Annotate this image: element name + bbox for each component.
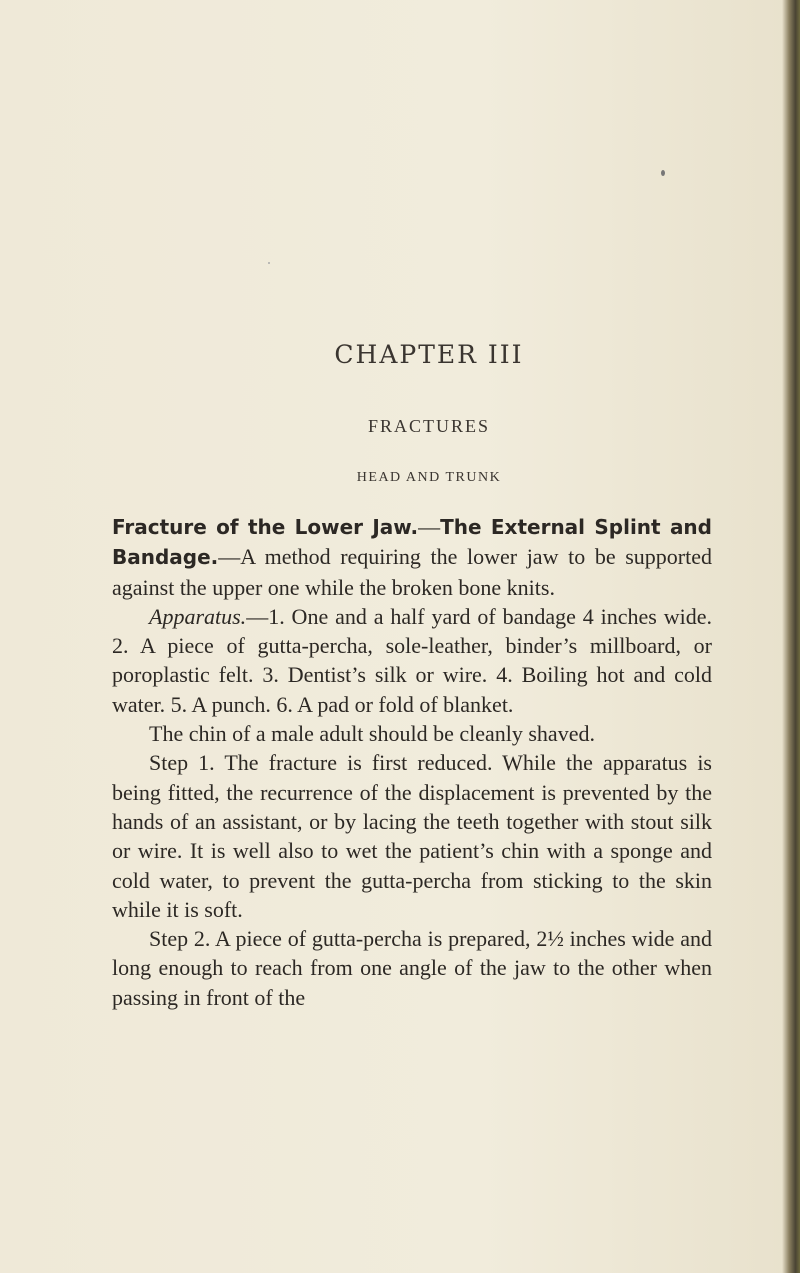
section-title: FRACTURES — [367, 416, 491, 436]
page-speck — [661, 170, 665, 176]
page-edge-shadow — [782, 0, 800, 1273]
page-speck — [268, 262, 270, 264]
paragraph-step-1: Step 1. The fracture is first reduced. While the apparatus is being fitted, the recurrence of the displacement is prevented by the hands of an assistant, or by lacing the teeth together with stout silk or wire. It is well also to wet the patient’s chin with a sponge and cold water, to prevent the gutta-percha from sticking to the skin while it is soft. — [112, 750, 712, 922]
paragraph-shave: The chin of a male adult should be cleanly shaved. — [149, 721, 595, 747]
apparatus-label: Apparatus. — [149, 603, 247, 629]
heading-dash: — — [418, 514, 441, 539]
chapter-title: CHAPTER III — [334, 340, 524, 369]
paragraph-step-2: Step 2. A piece of gutta-percha is prepared, 2½ inches wide and long enough to reach from one angle of the jaw to the other when passing in front of the — [112, 926, 712, 1010]
body-text — [112, 512, 712, 1012]
paragraph-subheading: The External Splint and Bandage. — [112, 515, 712, 570]
subsection-title: HEAD AND TRUNK — [356, 470, 502, 485]
paragraph-text: —A method requiring the lower jaw to be supported against the upper one while the broken bone knits. — [112, 544, 712, 600]
apparatus-text: —1. One and a half yard of bandage 4 inches wide. 2. A piece of gutta-percha, sole-leather, binder’s millboard, or poroplastic felt. 3. Dentist’s silk or wire. 4. Boiling hot and cold water. 5. A punch. 6. A pad or fold of blanket. — [112, 603, 712, 717]
paragraph-apparatus — [112, 602, 712, 719]
paragraph-lower-jaw — [112, 512, 712, 602]
paragraph-heading: Fracture of the Lower Jaw. — [112, 515, 419, 539]
